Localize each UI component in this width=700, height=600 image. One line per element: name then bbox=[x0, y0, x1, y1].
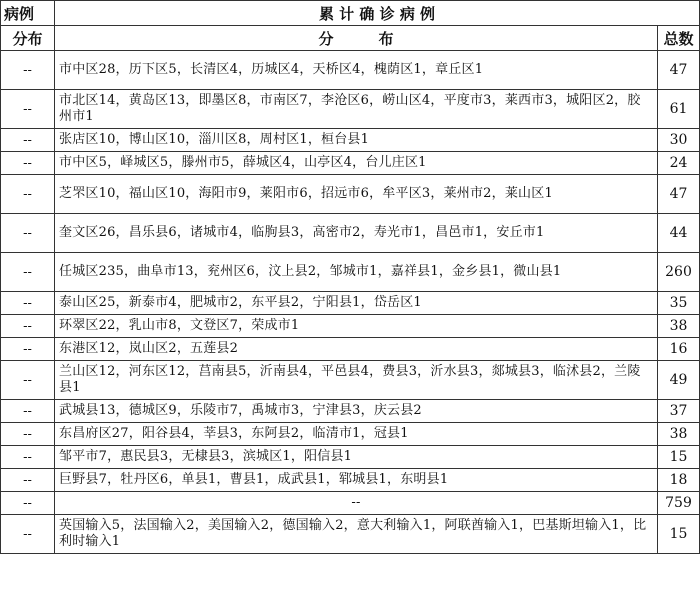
row-distribution-cell: 市中区28，历下区5，长清区4，历城区4，天桥区4，槐荫区1，章丘区1 bbox=[55, 51, 658, 90]
row-category-cell: -- bbox=[1, 90, 55, 129]
table-row bbox=[1, 338, 700, 361]
header-total: 总数 bbox=[658, 26, 700, 51]
row-total-cell: 35 bbox=[658, 292, 700, 315]
header-row-1 bbox=[1, 1, 700, 26]
row-total-cell: 44 bbox=[658, 214, 700, 253]
row-distribution-cell: 邹平市7，惠民县3，无棣县3，滨城区1，阳信县1 bbox=[55, 446, 658, 469]
row-total-cell: 38 bbox=[658, 315, 700, 338]
row-distribution-cell: 市中区5，峄城区5，滕州市5，薛城区4，山亭区4，台儿庄区1 bbox=[55, 152, 658, 175]
header-distribution-label: 分布 bbox=[1, 26, 55, 51]
header-row-2 bbox=[1, 26, 700, 51]
table-row bbox=[1, 515, 700, 554]
row-category-cell: -- bbox=[1, 400, 55, 423]
row-distribution-cell: 芝罘区10，福山区10，海阳市9，莱阳市6，招远市6，牟平区3，莱州市2，莱山区1 bbox=[55, 175, 658, 214]
row-category-cell: -- bbox=[1, 446, 55, 469]
table-row bbox=[1, 253, 700, 292]
row-distribution-cell: 兰山区12，河东区12，莒南县5，沂南县4，平邑县4，费县3，沂水县3，郯城县3，临沭县2，兰陵县1 bbox=[55, 361, 658, 400]
row-total-cell: 260 bbox=[658, 253, 700, 292]
row-category-cell: -- bbox=[1, 214, 55, 253]
row-total-cell: 24 bbox=[658, 152, 700, 175]
row-distribution-cell: 环翠区22，乳山市8，文登区7，荣成市1 bbox=[55, 315, 658, 338]
row-total-cell: 15 bbox=[658, 515, 700, 554]
row-distribution-cell: 市北区14，黄岛区13，即墨区8，市南区7，李沧区6，崂山区4，平度市3，莱西市3，城阳区2，胶州市1 bbox=[55, 90, 658, 129]
table-row bbox=[1, 214, 700, 253]
row-category-cell: -- bbox=[1, 315, 55, 338]
row-total-cell: 47 bbox=[658, 175, 700, 214]
row-distribution-cell: 奎文区26，昌乐县6，诸城市4，临朐县3，高密市2，寿光市1，昌邑市1，安丘市1 bbox=[55, 214, 658, 253]
table-row bbox=[1, 400, 700, 423]
table-row bbox=[1, 152, 700, 175]
row-category-cell: -- bbox=[1, 338, 55, 361]
table-row bbox=[1, 492, 700, 515]
row-distribution-cell: 张店区10，博山区10，淄川区8，周村区1，桓台县1 bbox=[55, 129, 658, 152]
row-total-cell: 30 bbox=[658, 129, 700, 152]
row-distribution-cell: 武城县13，德城区9，乐陵市7，禹城市3，宁津县3，庆云县2 bbox=[55, 400, 658, 423]
row-category-cell: -- bbox=[1, 361, 55, 400]
row-total-cell: 47 bbox=[658, 51, 700, 90]
table-title: 累 计 确 诊 病 例 bbox=[55, 1, 700, 26]
row-distribution-cell: 东港区12，岚山区2，五莲县2 bbox=[55, 338, 658, 361]
table-row bbox=[1, 175, 700, 214]
row-category-cell: -- bbox=[1, 175, 55, 214]
table-row bbox=[1, 129, 700, 152]
table-row bbox=[1, 423, 700, 446]
row-total-cell: 37 bbox=[658, 400, 700, 423]
row-distribution-cell: 巨野县7，牡丹区6，单县1，曹县1，成武县1，郓城县1，东明县1 bbox=[55, 469, 658, 492]
table-row bbox=[1, 90, 700, 129]
table-row bbox=[1, 51, 700, 90]
table-row bbox=[1, 469, 700, 492]
row-category-cell: -- bbox=[1, 492, 55, 515]
row-category-cell: -- bbox=[1, 152, 55, 175]
row-distribution-cell: 任城区235，曲阜市13，兖州区6，汶上县2，邹城市1，嘉祥县1，金乡县1，微山县1 bbox=[55, 253, 658, 292]
header-distribution: 分 布 bbox=[55, 26, 658, 51]
row-total-cell: 16 bbox=[658, 338, 700, 361]
row-category-cell: -- bbox=[1, 253, 55, 292]
row-total-cell: 61 bbox=[658, 90, 700, 129]
row-distribution-cell: 泰山区25，新泰市4，肥城市2，东平县2，宁阳县1，岱岳区1 bbox=[55, 292, 658, 315]
row-total-cell: 49 bbox=[658, 361, 700, 400]
row-distribution-cell: -- bbox=[55, 492, 658, 515]
row-category-cell: -- bbox=[1, 51, 55, 90]
row-category-cell: -- bbox=[1, 515, 55, 554]
row-total-cell: 15 bbox=[658, 446, 700, 469]
row-total-cell: 38 bbox=[658, 423, 700, 446]
row-category-cell: -- bbox=[1, 292, 55, 315]
header-cases-cell: 病例 bbox=[1, 1, 55, 26]
row-distribution-cell: 英国输入5，法国输入2，美国输入2，德国输入2，意大利输入1，阿联酋输入1，巴基斯坦输入1，比利时输入1 bbox=[55, 515, 658, 554]
row-category-cell: -- bbox=[1, 129, 55, 152]
table-row bbox=[1, 446, 700, 469]
table-row bbox=[1, 292, 700, 315]
row-total-cell: 759 bbox=[658, 492, 700, 515]
row-total-cell: 18 bbox=[658, 469, 700, 492]
table-row bbox=[1, 361, 700, 400]
row-category-cell: -- bbox=[1, 423, 55, 446]
table-row bbox=[1, 315, 700, 338]
row-category-cell: -- bbox=[1, 469, 55, 492]
row-distribution-cell: 东昌府区27，阳谷县4，莘县3，东阿县2，临清市1，冠县1 bbox=[55, 423, 658, 446]
